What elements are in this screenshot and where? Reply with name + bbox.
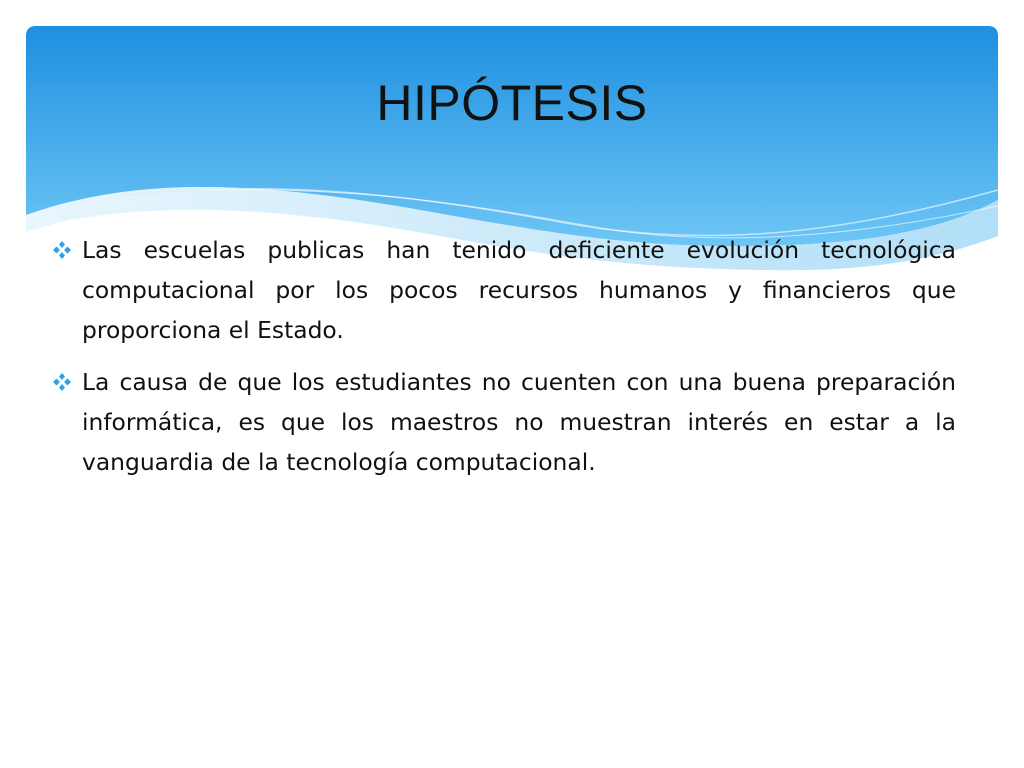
bullet-item-1 (50, 230, 956, 350)
four-diamond-bullet-icon (50, 240, 74, 260)
slide-title: HIPÓTESIS (376, 75, 648, 131)
bullet-item-2 (50, 362, 956, 482)
bullet-text-2: La causa de que los estudiantes no cuenten con una buena preparación informática, es que los maestros no muestran interés en estar a la vanguardia de la tecnología computacional. (82, 368, 956, 476)
bullet-list (50, 230, 956, 494)
four-diamond-bullet-icon (50, 372, 74, 392)
bullet-text-1: Las escuelas publicas han tenido deficiente evolución tecnológica computacional por los pocos recursos humanos y financieros que proporciona el Estado. (82, 236, 956, 344)
